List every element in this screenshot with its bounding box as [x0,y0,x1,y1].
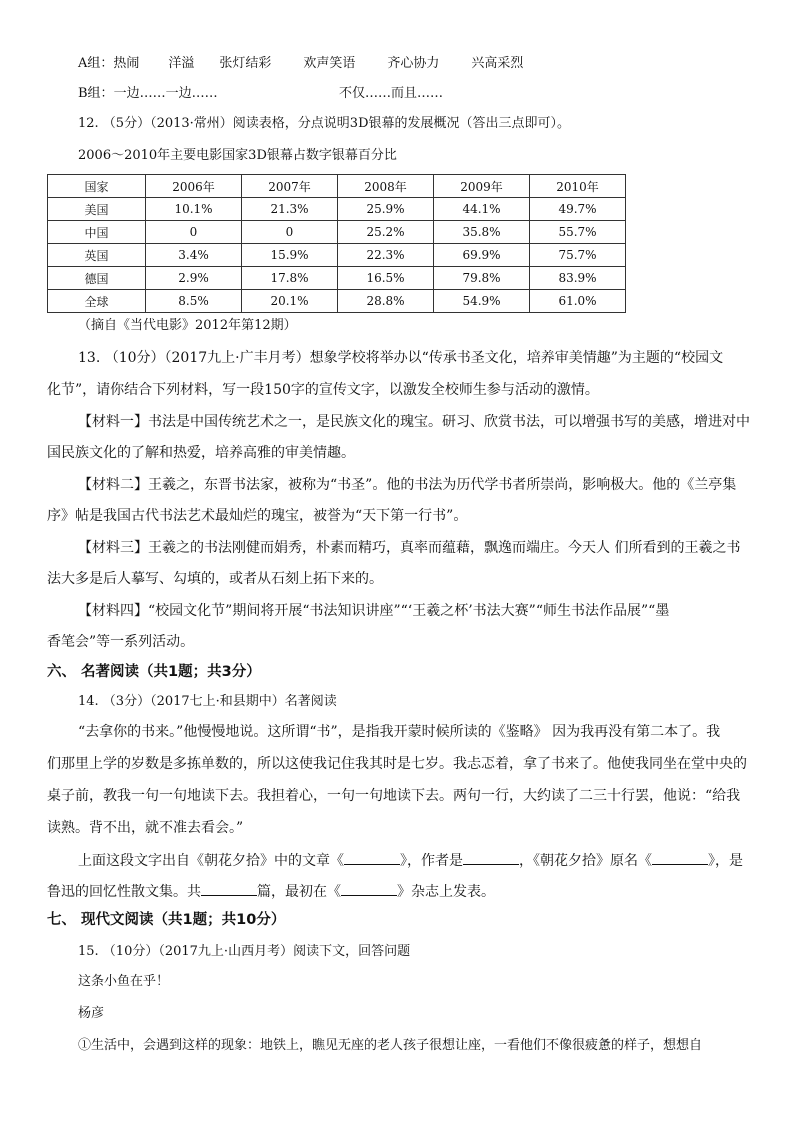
q14-passage-line-4: 读熟。背不出，就不准去看会。” [47,820,244,836]
q13-material-1-line-1: 【材料一】书法是中国传统艺术之一，是民族文化的瑰宝。研习、欣赏书法，可以增强书写的美感，增进对中 [78,414,750,430]
table-cell: 28.8% [338,290,434,313]
section-7-title: 七、 现代文阅读（共1题；共10分） [47,912,286,928]
table-cell: 3.4% [146,244,242,267]
answer-blank[interactable] [341,881,397,896]
q13-material-4-line-1: 【材料四】“校园文化节”期间将开展“书法知识讲座”“‘王羲之杯’书法大赛”“师生书法作品展”“墨 [78,603,670,619]
table-cell: 美国 [48,198,146,221]
q12-data-table [47,174,626,313]
table-row [48,267,626,290]
group-b-label: B组： [78,86,114,101]
q13-prompt-line-1: 13. （10分）（2017九上·广丰月考）想象学校将举办以“传承书圣文化，培养审美情趣”为主题的“校园文 [78,350,724,366]
table-cell: 全球 [48,290,146,313]
q13-material-3-line-1: 【材料三】王羲之的书法刚健而娟秀，朴素而精巧，真率而蕴藉，飘逸而端庄。今天人 们所看到的王羲之书 [78,540,741,556]
q14-fill-text: 篇，最初在《 [257,884,341,900]
table-cell: 8.5% [146,290,242,313]
table-cell: 54.9% [434,290,530,313]
table-cell: 25.2% [338,221,434,244]
table-cell: 69.9% [434,244,530,267]
table-header-cell: 国家 [48,175,146,198]
q15-article-title: 这条小鱼在乎！ [78,974,170,989]
table-cell: 21.3% [242,198,338,221]
q14-fill-text: 鲁迅的回忆性散文集。共 [47,884,201,900]
table-header-cell: 2008年 [338,175,434,198]
answer-blank[interactable] [652,850,708,865]
table-cell: 10.1% [146,198,242,221]
table-cell: 22.3% [338,244,434,267]
answer-blank[interactable] [344,850,400,865]
group-b-pattern-2: 不仅……而且…… [339,86,444,101]
table-cell: 61.0% [530,290,626,313]
q14-fill-text: 》，是 [708,853,743,869]
q13-prompt-line-2: 化节”，请你结合下列材料，写一段150字的宣传文字，以激发全校师生参与活动的激情。 [47,382,599,398]
table-cell: 35.8% [434,221,530,244]
q14-fill-text: 》，作者是 [400,853,463,869]
q12-table-title: 2006～2010年主要电影国家3D银幕占数字银幕百分比 [78,148,397,163]
q12-prompt: 12. （5分）（2013·常州）阅读表格，分点说明3D银幕的发展概况（答出三点即可）。 [78,116,570,131]
table-cell: 0 [146,221,242,244]
table-header-cell: 2006年 [146,175,242,198]
q15-paragraph-1: ①生活中，会遇到这样的现象：地铁上，瞧见无座的老人孩子很想让座，一看他们不像很疲惫的样子，想想自 [78,1038,703,1053]
q13-material-2-line-2: 序》帖是我国古代书法艺术最灿烂的瑰宝，被誉为“天下第一行书”。 [47,508,468,524]
q14-passage-line-3: 桌子前，教我一句一句地读下去。我担着心，一句一句地读下去。两句一行，大约读了二三十行罢，他说：“给我 [47,788,741,804]
q14-fill-text: 》杂志上发表。 [397,884,495,900]
q14-passage-line-1: “去拿你的书来。”他慢慢地说。这所谓“书”，是指我开蒙时候所读的《鉴略》 因为我再没有第二本了。我 [78,724,721,740]
group-b-line [78,84,218,104]
group-a-word: 热闹 [113,56,140,71]
q14-fill-line-2 [47,881,495,902]
table-cell: 75.7% [530,244,626,267]
table-row [48,244,626,267]
table-row [48,221,626,244]
answer-blank[interactable] [463,850,519,865]
q13-material-3-line-2: 法大多是后人摹写、勾填的，或者从石刻上拓下来的。 [47,571,383,587]
q14-prompt: 14. （3分）（2017七上·和县期中）名著阅读 [78,694,337,709]
q14-fill-line-1 [78,850,743,871]
q13-material-4-line-2: 香笔会”等一系列活动。 [47,634,195,650]
table-header-row [48,175,626,198]
group-a-word: 欢声笑语 [303,56,356,71]
table-header-cell: 2007年 [242,175,338,198]
q15-prompt: 15. （10分）（2017九上·山西月考）阅读下文，回答问题 [78,944,411,959]
group-b-pattern-1: 一边……一边…… [113,86,218,101]
table-cell: 20.1% [242,290,338,313]
group-a-label: A组： [78,56,114,71]
group-a-word: 兴高采烈 [471,56,524,71]
q13-material-1-line-2: 国民族文化的了解和热爱，培养高雅的审美情趣。 [47,445,355,461]
q14-fill-text: 上面这段文字出自《朝花夕拾》中的文章《 [78,853,344,869]
table-row [48,290,626,313]
table-header-cell: 2009年 [434,175,530,198]
q15-article-author: 杨彦 [78,1006,105,1021]
answer-blank[interactable] [201,881,257,896]
table-cell: 英国 [48,244,146,267]
group-a-line [78,54,523,74]
table-cell: 49.7% [530,198,626,221]
table-cell: 中国 [48,221,146,244]
q14-passage-line-2: 们那里上学的岁数是多拣单数的，所以这使我记住我其时是七岁。我忐忑着，拿了书来了。他使我同坐在堂中央的 [47,756,747,772]
group-a-word: 张灯结彩 [219,56,272,71]
table-header-cell: 2010年 [530,175,626,198]
table-cell: 44.1% [434,198,530,221]
table-cell: 德国 [48,267,146,290]
table-cell: 83.9% [530,267,626,290]
table-cell: 17.8% [242,267,338,290]
q12-source: （摘自《当代电影》2012年第12期） [78,318,297,333]
table-cell: 25.9% [338,198,434,221]
table-cell: 55.7% [530,221,626,244]
table-cell: 16.5% [338,267,434,290]
q13-material-2-line-1: 【材料二】王羲之，东晋书法家，被称为“书圣”。他的书法为历代学书者所崇尚，影响极大。他的《兰亭集 [78,477,737,493]
table-cell: 0 [242,221,338,244]
table-cell: 79.8% [434,267,530,290]
q14-fill-text: ，《朝花夕拾》原名《 [519,853,652,869]
table-row [48,198,626,221]
group-a-word: 洋溢 [168,56,195,71]
group-a-word: 齐心协力 [387,56,440,71]
table-cell: 2.9% [146,267,242,290]
section-6-title: 六、 名著阅读（共1题；共3分） [47,664,261,680]
table-cell: 15.9% [242,244,338,267]
